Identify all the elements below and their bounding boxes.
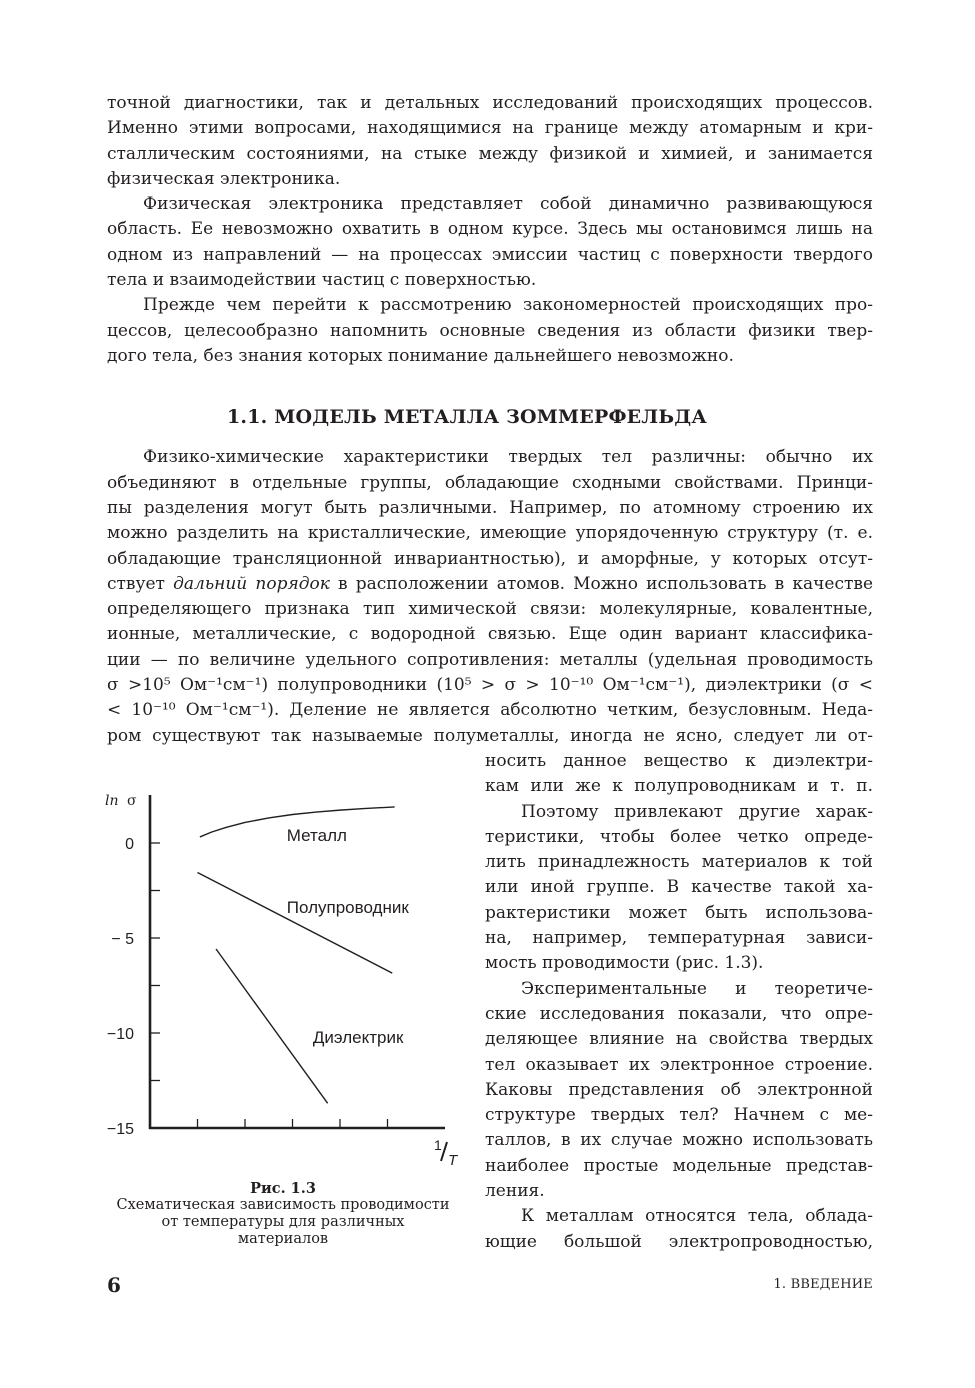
running-head: 1. ВВЕДЕНИЕ xyxy=(773,1277,873,1292)
text-segment: теристики, чтобы более четко опреде- xyxy=(485,826,873,847)
text-segment: σ >10⁵ Ом⁻¹см⁻¹) полупроводники (10⁵ > σ > 10⁻¹⁰ Ом⁻¹см⁻¹), диэлектрики (σ < xyxy=(107,675,873,696)
text-line xyxy=(485,850,873,875)
figure-chart xyxy=(95,785,475,1190)
text-line xyxy=(107,597,873,622)
text-segment: ром существуют так называемые полуметаллы, иногда не ясно, следует ли от- xyxy=(107,725,873,746)
text-line xyxy=(485,1230,873,1255)
text-segment: одном из направлений — на процессах эмиссии частиц с поверхности твердого xyxy=(107,244,873,265)
y-tick-label: −10 xyxy=(106,1026,134,1043)
text-line xyxy=(107,344,873,369)
caption-line: материалов xyxy=(237,1230,329,1247)
series-label: Полупроводник xyxy=(286,897,409,917)
figure-number: Рис. 1.3 xyxy=(250,1179,316,1197)
text-line xyxy=(485,1103,873,1128)
text-segment: Поэтому привлекают другие харак- xyxy=(521,801,873,822)
text-segment: Экспериментальные и теоретиче- xyxy=(521,978,873,999)
text-line xyxy=(107,648,873,673)
paragraph xyxy=(485,1204,873,1255)
text-segment: Физико-химические характеристики твердых тел различны: обычно их xyxy=(143,447,873,468)
paragraph xyxy=(107,91,873,192)
text-line xyxy=(485,1053,873,1078)
section-body-right-column xyxy=(485,749,873,1255)
y-tick-label: 0 xyxy=(125,836,134,853)
text-line xyxy=(485,774,873,799)
text-segment: определяющего признака тип химической связи: молекулярные, ковалентные, xyxy=(107,599,873,620)
text-segment: ции — по величине удельного сопротивления: металлы (удельная проводимость xyxy=(107,649,873,670)
text-line xyxy=(485,1128,873,1153)
text-segment: сталлическим состояниями, на стыке между физикой и химией, и занимается xyxy=(107,143,873,164)
text-segment: К металлам относятся тела, облада- xyxy=(521,1206,873,1227)
text-line xyxy=(485,1002,873,1027)
text-line xyxy=(485,825,873,850)
text-line xyxy=(485,951,873,976)
paragraph xyxy=(485,749,873,800)
text-segment: ские исследования показали, что опре- xyxy=(485,1003,873,1024)
chart-series-labels xyxy=(287,826,410,1047)
text-line xyxy=(485,800,873,825)
text-segment: структуре твердых тел? Начнем с ме- xyxy=(485,1105,873,1126)
series-label: Металл xyxy=(286,826,347,846)
text-segment: ющие большой электропроводностью, xyxy=(485,1231,873,1252)
text-line xyxy=(485,1078,873,1103)
text-line xyxy=(107,142,873,167)
text-segment: на, например, температурная зависи- xyxy=(485,928,873,949)
text-line xyxy=(485,901,873,926)
text-line xyxy=(107,217,873,242)
text-segment: мость проводимости (рис. 1.3). xyxy=(485,953,764,974)
text-segment: < 10⁻¹⁰ Ом⁻¹см⁻¹). Деление не является абсолютно четким, безусловным. Неда- xyxy=(107,700,873,721)
figure-caption xyxy=(107,1180,459,1248)
text-line xyxy=(107,547,873,572)
text-segment: область. Ее невозможно охватить в одном курсе. Здесь мы остановимся лишь на xyxy=(107,219,873,240)
y-axis-label-var: σ xyxy=(126,793,137,809)
text-line xyxy=(107,471,873,496)
y-tick-label: −15 xyxy=(106,1121,134,1138)
text-line xyxy=(107,91,873,116)
x-axis-label-numerator: 1 xyxy=(434,1137,442,1153)
text-segment: тела и взаимодействии частиц с поверхностью. xyxy=(107,270,537,291)
chart-series xyxy=(198,807,395,1103)
text-segment: объединяют в отдельные группы, обладающие сходными свойствами. Принци- xyxy=(107,472,873,493)
intro-text xyxy=(107,91,873,369)
text-line xyxy=(107,293,873,318)
series-line xyxy=(198,872,393,973)
text-line xyxy=(107,496,873,521)
text-line xyxy=(107,445,873,470)
paragraph xyxy=(107,192,873,293)
caption-line: Схематическая зависимость проводимости xyxy=(116,1196,450,1213)
y-axis-label-fn: ln xyxy=(105,793,119,809)
text-segment: тел оказывает их электронное строение. xyxy=(485,1054,873,1075)
text-line xyxy=(485,1179,873,1204)
text-segment: Прежде чем перейти к рассмотрению закономерностей происходящих про- xyxy=(143,295,873,316)
emphasized-text: дальний порядок xyxy=(173,573,330,594)
text-line xyxy=(485,1204,873,1229)
text-line xyxy=(107,268,873,293)
text-line xyxy=(107,116,873,141)
text-line xyxy=(107,521,873,546)
text-segment: или иной группе. В качестве такой ха- xyxy=(485,877,873,898)
text-line xyxy=(485,926,873,951)
y-axis-label xyxy=(105,793,137,809)
text-line xyxy=(485,875,873,900)
y-axis-ticks xyxy=(150,843,160,1081)
text-segment: в расположении атомов. Можно использовать в качестве xyxy=(329,573,873,594)
text-line xyxy=(107,192,873,217)
text-segment: физическая электроника. xyxy=(107,168,341,189)
text-segment: точной диагностики, так и детальных исследований происходящих процессов. xyxy=(107,93,873,113)
text-segment: цессов, целесообразно напомнить основные сведения из области физики твер- xyxy=(107,320,873,341)
text-segment: пы разделения могут быть различными. Например, по атомному строению их xyxy=(107,497,873,518)
x-axis-ticks xyxy=(198,1119,388,1128)
text-line xyxy=(107,572,873,597)
text-line xyxy=(107,724,873,749)
text-segment: лить принадлежность материалов к той xyxy=(485,852,873,873)
text-segment: Каковы представления об электронной xyxy=(485,1079,873,1100)
text-line xyxy=(107,319,873,344)
series-line xyxy=(216,949,328,1103)
text-segment: можно разделить на кристаллические, имеющие упорядоченную структуру (т. е. xyxy=(107,523,873,544)
text-segment: деляющее влияние на свойства твердых xyxy=(485,1029,873,1050)
y-axis-tick-labels xyxy=(107,836,134,1138)
text-segment: дого тела, без знания которых понимание дальнейшего невозможно. xyxy=(107,345,734,366)
x-axis-label-denominator: T xyxy=(448,1152,458,1169)
x-axis-label-slash xyxy=(441,1142,447,1161)
paragraph xyxy=(485,977,873,1205)
text-segment: ствует xyxy=(107,573,174,594)
text-segment: Физическая электроника представляет собой динамично развивающуюся xyxy=(143,194,873,215)
text-line xyxy=(485,1154,873,1179)
text-line xyxy=(107,622,873,647)
section-body-full-width xyxy=(107,445,873,749)
text-line xyxy=(485,1027,873,1052)
text-line xyxy=(107,673,873,698)
text-segment: Именно этими вопросами, находящимися на границе между атомарным и кри- xyxy=(107,118,873,139)
text-line xyxy=(107,698,873,723)
section-heading: 1.1. МОДЕЛЬ МЕТАЛЛА ЗОММЕРФЕЛЬДА xyxy=(227,406,707,428)
y-tick-label: − 5 xyxy=(111,931,134,948)
text-line xyxy=(485,749,873,774)
text-segment: носить данное вещество к диэлектри- xyxy=(485,751,873,771)
paragraph xyxy=(107,445,873,749)
paragraph xyxy=(485,800,873,977)
series-label: Диэлектрик xyxy=(312,1028,404,1048)
text-segment: обладающие трансляционной инвариантностью), и аморфные, у которых отсут- xyxy=(107,548,873,569)
page-number: 6 xyxy=(107,1273,121,1297)
text-line xyxy=(107,167,873,192)
caption-line: от температуры для различных xyxy=(161,1213,405,1230)
text-segment: ления. xyxy=(485,1181,545,1202)
text-segment: рактеристики может быть использова- xyxy=(485,902,873,923)
x-axis-label xyxy=(434,1137,459,1169)
text-segment: таллов, в их случае можно использовать xyxy=(485,1130,873,1151)
text-segment: наиболее простые модельные представ- xyxy=(485,1155,873,1176)
paragraph xyxy=(107,293,873,369)
text-line xyxy=(107,243,873,268)
text-segment: кам или же к полупроводникам и т. п. xyxy=(485,776,873,797)
text-segment: ионные, металлические, с водородной связью. Еще один вариант классифика- xyxy=(107,624,873,645)
text-line xyxy=(485,977,873,1002)
